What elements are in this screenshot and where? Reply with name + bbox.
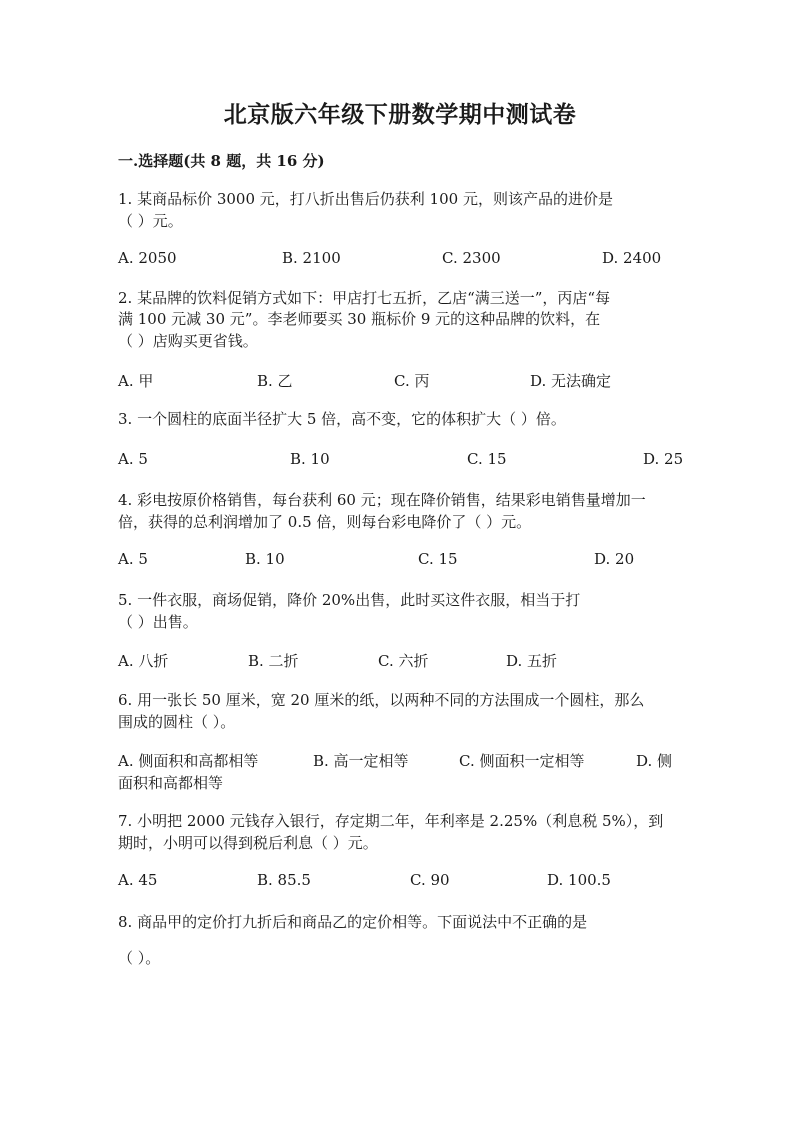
question-7-line-2: 期时，小明可以得到税后利息（ ）元。 (118, 834, 378, 852)
question-3-option-b: B. 10 (290, 450, 330, 468)
question-1-option-c: C. 2300 (442, 249, 501, 267)
question-5-option-c: C. 六折 (378, 652, 429, 670)
question-8-line-2: （ ）。 (118, 949, 161, 967)
question-1-line-1: 1. 某商品标价 3000 元，打八折出售后仍获利 100 元，则该产品的进价是 (118, 190, 613, 208)
question-7-option-b: B. 85.5 (257, 871, 311, 889)
question-7-option-a: A. 45 (118, 871, 158, 889)
question-6-option-d-continuation: 面积和高都相等 (118, 774, 224, 792)
question-5-option-d: D. 五折 (506, 652, 558, 670)
question-6-line-1: 6. 用一张长 50 厘米，宽 20 厘米的纸，以两种不同的方法围成一个圆柱，那么 (118, 691, 645, 709)
question-3-option-c: C. 15 (467, 450, 507, 468)
question-4-option-c: C. 15 (418, 550, 458, 568)
question-6-option-d: D. 侧 (636, 752, 673, 770)
question-7-option-d: D. 100.5 (547, 871, 611, 889)
question-2-option-a: A. 甲 (118, 372, 154, 390)
question-1-option-d: D. 2400 (602, 249, 662, 267)
question-5-line-1: 5. 一件衣服，商场促销，降价 20%出售，此时买这件衣服，相当于打 (118, 591, 581, 609)
question-2-line-2: 满 100 元减 30 元”。李老师要买 30 瓶标价 9 元的这种品牌的饮料，在 (118, 310, 601, 328)
question-2-option-c: C. 丙 (394, 372, 430, 390)
question-6-option-b: B. 高一定相等 (313, 752, 409, 770)
question-1-line-2: （ ）元。 (118, 212, 183, 230)
question-6-line-2: 围成的圆柱（ ）。 (118, 713, 236, 731)
question-5-option-a: A. 八折 (118, 652, 169, 670)
question-3-line-1: 3. 一个圆柱的底面半径扩大 5 倍，高不变，它的体积扩大（ ）倍。 (118, 410, 566, 428)
question-4-option-d: D. 20 (594, 550, 635, 568)
question-4-option-a: A. 5 (118, 550, 148, 568)
question-1-option-b: B. 2100 (282, 249, 341, 267)
question-7-option-c: C. 90 (410, 871, 450, 889)
question-5-line-2: （ ）出售。 (118, 613, 198, 631)
question-4-line-2: 倍，获得的总利润增加了 0.5 倍，则每台彩电降价了（ ）元。 (118, 513, 532, 531)
question-6-option-a: A. 侧面积和高都相等 (118, 752, 259, 770)
question-3-option-a: A. 5 (118, 450, 148, 468)
question-3-option-d: D. 25 (643, 450, 684, 468)
question-1-option-a: A. 2050 (118, 249, 177, 267)
question-5-option-b: B. 二折 (248, 652, 299, 670)
question-2-line-3: （ ）店购买更省钱。 (118, 332, 258, 350)
section-heading: 一.选择题(共 8 题，共 16 分) (118, 152, 325, 170)
question-4-option-b: B. 10 (245, 550, 285, 568)
question-8-line-1: 8. 商品甲的定价打九折后和商品乙的定价相等。下面说法中不正确的是 (118, 913, 588, 931)
question-2-line-1: 2. 某品牌的饮料促销方式如下：甲店打七五折，乙店“满三送一”，丙店“每 (118, 289, 611, 307)
question-4-line-1: 4. 彩电按原价格销售，每台获利 60 元；现在降价销售，结果彩电销售量增加一 (118, 491, 646, 509)
question-7-line-1: 7. 小明把 2000 元钱存入银行，存定期二年，年利率是 2.25%（利息税 5%），到 (118, 812, 664, 830)
question-2-option-d: D. 无法确定 (530, 372, 612, 390)
question-6-option-c: C. 侧面积一定相等 (459, 752, 585, 770)
question-2-option-b: B. 乙 (257, 372, 293, 390)
page-title: 北京版六年级下册数学期中测试卷 (223, 101, 577, 128)
